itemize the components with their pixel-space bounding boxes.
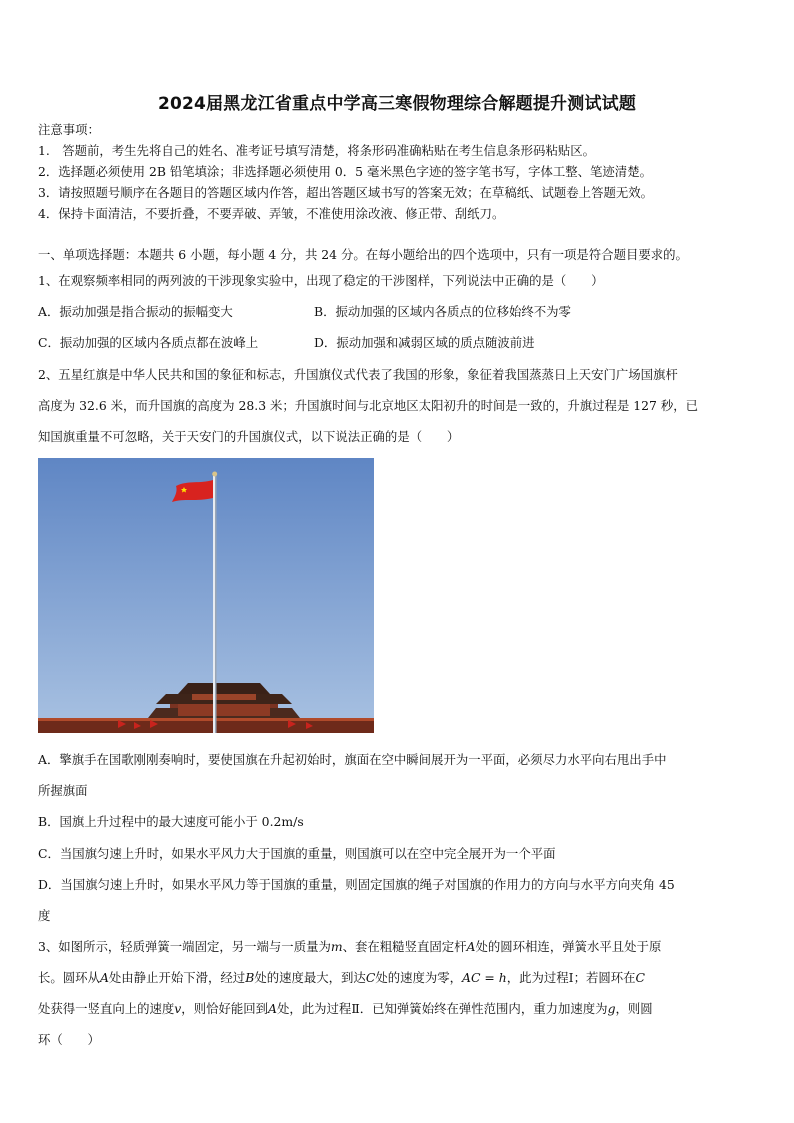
q3-text: ，此为过程Ⅰ；若圆环在 xyxy=(506,970,636,985)
q3-stem-line2 xyxy=(38,968,645,986)
math-c: C xyxy=(635,970,646,985)
q3-text: 长。圆环从 xyxy=(38,970,100,985)
q3-text: 、套在粗糙竖直固定杆 xyxy=(342,939,467,954)
q3-text: 处的速度为零， xyxy=(375,970,463,985)
math-a: A xyxy=(268,1001,277,1016)
q3-text: ，则圆 xyxy=(615,1001,653,1016)
q1-option-c: C．振动加强的区域内各质点都在波峰上 xyxy=(38,335,259,350)
math-v: v xyxy=(174,1001,182,1016)
q2-option-b: B．国旗上升过程中的最大速度可能小于 0.2m/s xyxy=(38,814,304,829)
math-b: B xyxy=(245,970,255,985)
q2-option-d-line1: D．当国旗匀速上升时，如果水平风力等于国旗的重量，则固定国旗的绳子对国旗的作用力的方向与水平方向夹角 45 xyxy=(38,877,675,892)
q3-stem-line1 xyxy=(38,937,661,955)
math-a: A xyxy=(466,939,476,954)
q2-option-d-line2: 度 xyxy=(38,908,51,923)
q3-text: 处的圆环相连，弹簧水平且处于原 xyxy=(475,939,662,954)
tiananmen-flag-photo xyxy=(38,458,374,733)
math-c: C xyxy=(365,970,376,985)
q2-option-a-line2: 所握旗面 xyxy=(38,783,88,798)
q2-stem-line3: 知国旗重量不可忽略，关于天安门的升国旗仪式，以下说法正确的是（ ） xyxy=(38,429,460,444)
notice-item-3: 3．请按照题号顺序在各题目的答题区域内作答，超出答题区域书写的答案无效；在草稿纸、试题卷上答题无效。 xyxy=(38,185,654,200)
q3-text: 处由静止开始下滑，经过 xyxy=(108,970,246,985)
section-heading: 一、单项选择题：本题共 6 小题，每小题 4 分，共 24 分。在每小题给出的四个选项中，只有一项是符合题目要求的。 xyxy=(38,247,688,262)
q3-text: 处的速度最大，到达 xyxy=(254,970,366,985)
notice-item-4: 4．保持卡面清洁，不要折叠，不要弄破、弄皱，不准使用涂改液、修正带、刮纸刀。 xyxy=(38,206,505,221)
math-m: m xyxy=(330,939,343,954)
page-title: 2024届黑龙江省重点中学高三寒假物理综合解题提升测试试题 xyxy=(157,94,637,114)
q3-text: 处，此为过程Ⅱ．已知弹簧始终在弹性范围内，重力加速度为 xyxy=(276,1001,608,1016)
q3-stem-line3 xyxy=(38,999,653,1017)
q1-option-d: D．振动加强和减弱区域的质点随波前进 xyxy=(314,335,535,350)
q3-text: 处获得一竖直向上的速度 xyxy=(38,1001,175,1016)
math-a: A xyxy=(99,970,109,985)
notice-item-1: 1. 答题前，考生先将自己的姓名、准考证号填写清楚，将条形码准确粘贴在考生信息条形码粘贴区。 xyxy=(38,143,596,158)
q3-stem-line4: 环（ ） xyxy=(38,1032,100,1047)
math-ac-equals-h: AC = h xyxy=(462,970,507,985)
q1-option-a: A．振动加强是指合振动的振幅变大 xyxy=(38,304,233,319)
q3-text: 3、如图所示，轻质弹簧一端固定，另一端与一质量为 xyxy=(38,939,331,954)
q1-stem: 1、在观察频率相同的两列波的干涉现象实验中，出现了稳定的干涉图样，下列说法中正确的是（ ） xyxy=(38,273,604,288)
q2-stem-line2: 高度为 32.6 米，而升国旗的高度为 28.3 米；升国旗时间与北京地区太阳初升的时间是一致的，升旗过程是 127 秒，已 xyxy=(38,398,699,413)
q3-text: ，则恰好能回到 xyxy=(181,1001,269,1016)
q2-option-a-line1: A．擎旗手在国歌刚刚奏响时，要使国旗在升起初始时，旗面在空中瞬间展开为一平面，必须尽力水平向右甩出手中 xyxy=(38,752,667,767)
notice-heading: 注意事项： xyxy=(38,122,100,137)
q2-stem-line1: 2、五星红旗是中华人民共和国的象征和标志，升国旗仪式代表了我国的形象，象征着我国蒸蒸日上天安门广场国旗杆 xyxy=(38,367,678,382)
notice-item-2: 2．选择题必须使用 2B 铅笔填涂；非选择题必须使用 0．5 毫米黑色字迹的签字笔书写，字体工整、笔迹清楚。 xyxy=(38,164,652,179)
math-g: g xyxy=(607,1001,616,1016)
q2-option-c: C．当国旗匀速上升时，如果水平风力大于国旗的重量，则国旗可以在空中完全展开为一个平面 xyxy=(38,846,556,861)
q1-option-b: B．振动加强的区域内各质点的位移始终不为零 xyxy=(314,304,571,319)
